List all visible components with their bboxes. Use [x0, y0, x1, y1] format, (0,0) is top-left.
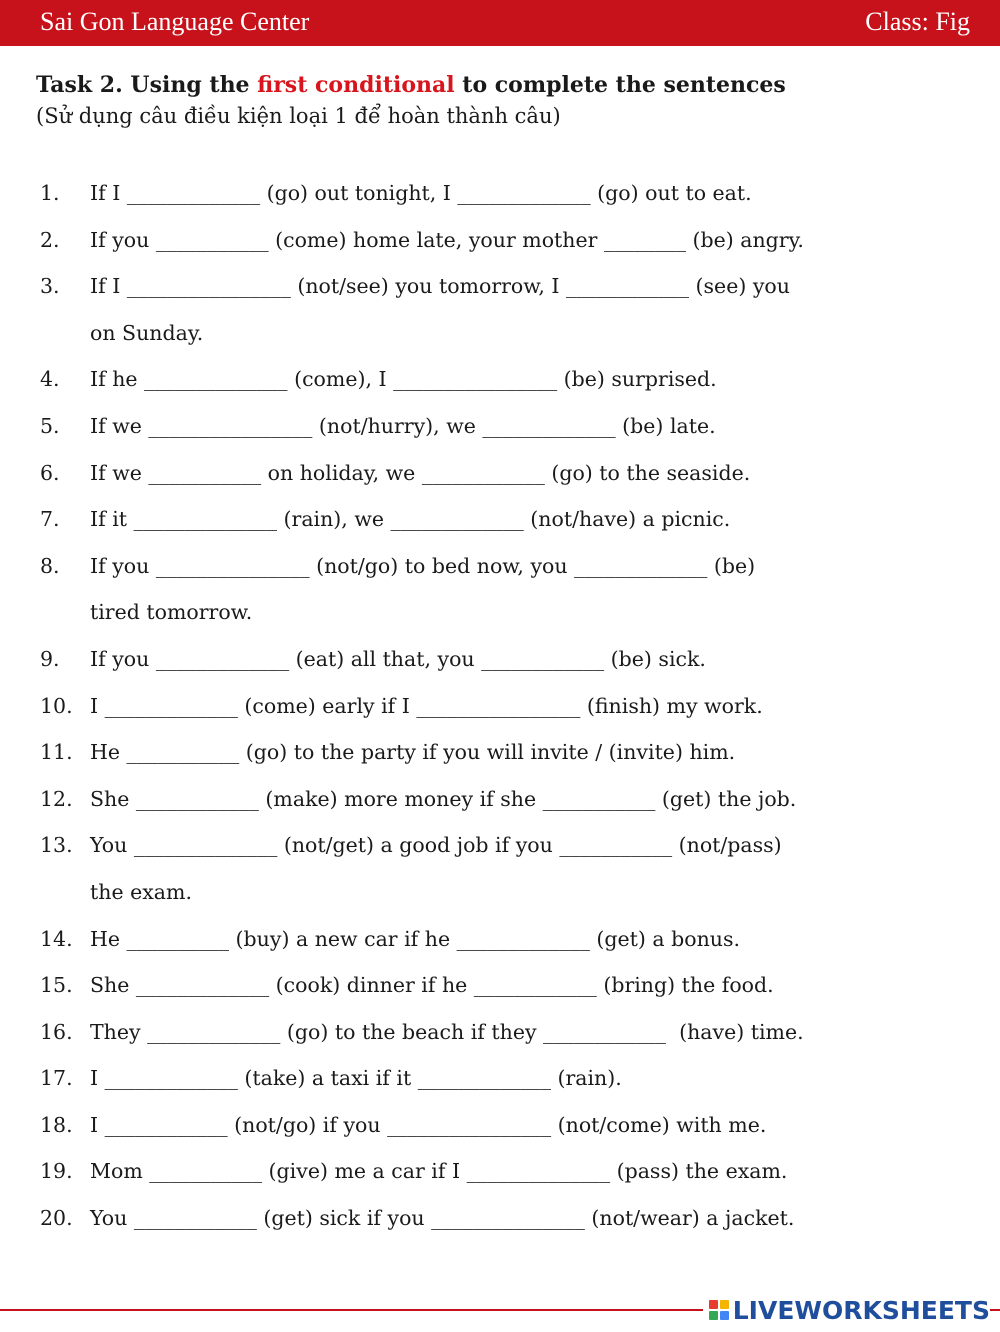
exercise-item	[40, 263, 980, 356]
exercise-number: 16.	[40, 1019, 73, 1044]
exercise-line: If I ________________ (not/see) you tomorrow, I ____________ (see) you	[90, 274, 790, 299]
exercise-item	[40, 403, 980, 450]
exercise-number: 1.	[40, 181, 60, 205]
exercise-line: He __________ (buy) a new car if he _____________ (get) a bonus.	[90, 926, 741, 951]
exercise-number: 4.	[40, 367, 60, 392]
exercise-item	[40, 543, 980, 636]
task-instruction: (Sử dụng câu điều kiện loại 1 để hoàn thành câu)	[36, 104, 561, 128]
exercise-item	[40, 636, 980, 683]
exercise-number: 6.	[40, 460, 60, 485]
exercise-number: 17.	[40, 1066, 73, 1091]
liveworksheets-logo	[703, 1294, 990, 1326]
exercise-item	[40, 776, 980, 823]
logo-block	[709, 1300, 718, 1309]
logo-block	[720, 1300, 729, 1309]
exercise-item	[40, 729, 980, 776]
exercise-number: 20.	[40, 1206, 73, 1231]
exercise-item	[40, 1195, 980, 1242]
exercise-item	[40, 450, 980, 497]
logo-block	[720, 1311, 729, 1320]
exercise-line: If you _______________ (not/go) to bed now, you _____________ (be)	[90, 553, 756, 578]
exercise-item	[40, 962, 980, 1009]
exercise-number: 19.	[40, 1159, 73, 1184]
exercise-line: I _____________ (take) a taxi if it _____________ (rain).	[90, 1066, 622, 1091]
exercise-line: If he ______________ (come), I ________________ (be) surprised.	[90, 367, 717, 392]
exercise-line: She _____________ (cook) dinner if he ____________ (bring) the food.	[90, 973, 774, 998]
exercise-line: She ____________ (make) more money if she ___________ (get) the job.	[90, 786, 797, 811]
task-title-prefix: Task 2. Using the	[36, 72, 258, 98]
exercise-item	[40, 356, 980, 403]
exercise-line: the exam.	[90, 879, 192, 904]
exercise-item	[40, 1102, 980, 1149]
exercise-item	[40, 1009, 980, 1056]
exercise-number: 3.	[40, 274, 60, 299]
exercise-item	[40, 170, 980, 217]
exercise-number: 13.	[40, 833, 73, 858]
task-title-highlight: first conditional	[257, 72, 455, 98]
exercise-number: 14.	[40, 926, 73, 951]
exercise-line: If I _____________ (go) out tonight, I _____________ (go) out to eat.	[90, 181, 752, 205]
exercise-number: 8.	[40, 553, 60, 578]
exercise-item	[40, 217, 980, 264]
exercise-number: 10.	[40, 693, 73, 718]
exercise-line: If we ________________ (not/hurry), we _____________ (be) late.	[90, 413, 716, 438]
exercise-line: If you ___________ (come) home late, your mother ________ (be) angry.	[90, 227, 804, 252]
exercise-number: 2.	[40, 227, 60, 252]
exercise-line: I _____________ (come) early if I ________________ (finish) my work.	[90, 693, 763, 718]
exercise-line: on Sunday.	[90, 320, 204, 345]
exercise-line: tired tomorrow.	[90, 600, 253, 625]
exercise-item	[40, 1055, 980, 1102]
exercise-line: Mom ___________ (give) me a car if I ______________ (pass) the exam.	[90, 1159, 788, 1184]
exercise-line: If you _____________ (eat) all that, you ____________ (be) sick.	[90, 646, 706, 671]
exercise-line: If we ___________ on holiday, we ____________ (go) to the seaside.	[90, 460, 751, 485]
task-title	[36, 72, 786, 98]
exercise-number: 11.	[40, 740, 73, 765]
exercise-line: You ____________ (get) sick if you _______________ (not/wear) a jacket.	[90, 1206, 795, 1231]
exercise-line: They _____________ (go) to the beach if they ____________ (have) time.	[90, 1019, 804, 1044]
exercise-line: He ___________ (go) to the party if you will invite / (invite) him.	[90, 740, 736, 765]
exercise-item	[40, 1148, 980, 1195]
logo-block	[709, 1311, 718, 1320]
class-label: Class: Fig	[865, 7, 970, 36]
logo-blocks-icon	[709, 1300, 729, 1320]
exercise-item	[40, 822, 980, 915]
exercise-number: 9.	[40, 646, 60, 671]
exercise-item	[40, 683, 980, 730]
exercise-number: 15.	[40, 973, 73, 998]
exercise-line: I ____________ (not/go) if you ________________ (not/come) with me.	[90, 1112, 767, 1137]
exercise-item	[40, 916, 980, 963]
task-title-suffix: to complete the sentences	[454, 72, 786, 98]
exercise-number: 5.	[40, 413, 60, 438]
exercise-item	[40, 496, 980, 543]
page-header	[0, 0, 1000, 46]
center-name: Sai Gon Language Center	[40, 7, 310, 36]
exercise-number: 7.	[40, 507, 60, 532]
exercise-line: You ______________ (not/get) a good job if you ___________ (not/pass)	[90, 833, 782, 858]
logo-text: LIVEWORKSHEETS	[732, 1295, 990, 1325]
exercise-line: If it ______________ (rain), we _____________ (not/have) a picnic.	[90, 507, 731, 532]
exercise-number: 12.	[40, 786, 73, 811]
exercise-number: 18.	[40, 1112, 73, 1137]
exercise-list	[40, 170, 980, 1242]
